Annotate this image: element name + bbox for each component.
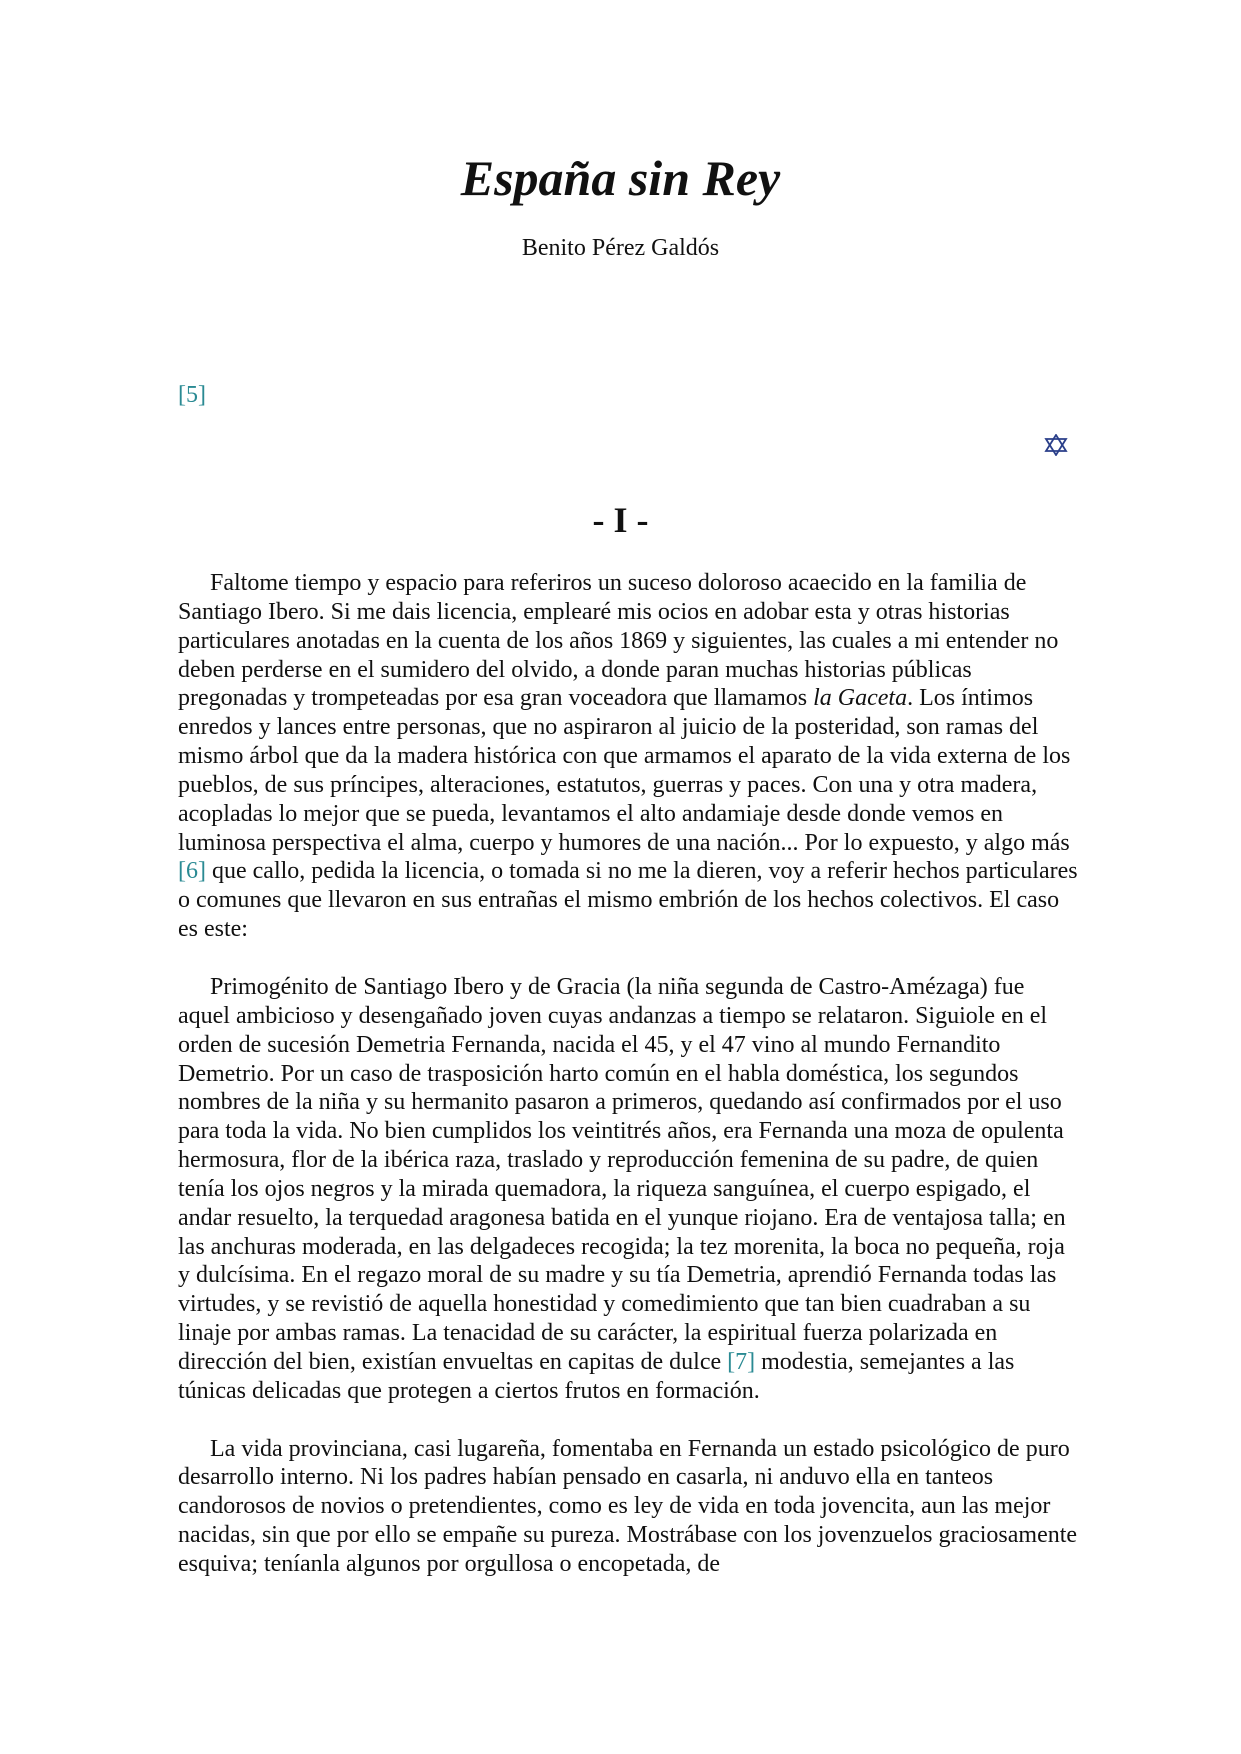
text-run: Faltome tiempo y espacio para referiros un suceso doloroso acaecido en la familia de Santiago Ibero. Si me dais licencia, emplearé mis ocios en adobar esta y otras historias particulares anotadas en la cuenta de los años 1869 y siguientes, las cuales a mi entender no deben perderse en el sumidero del olvido, a donde paran muchas historias públicas pregonadas y trompeteadas por esa gran voceadora que llamamos: [178, 570, 1059, 712]
text-run: . Los íntimos enredos y lances entre personas, que no aspiraron al juicio de la posteridad, son ramas del mismo árbol que da la madera histórica con que armamos el aparato de la vida externa de los pueblos, de sus príncipes, alteraciones, estatutos, guerras y paces. Con una y otra madera, acopladas lo mejor que se pueda, levantamos el alto andamiaje desde donde vemos en luminosa perspectiva el alma, cuerpo y humores de una nación... Por lo expuesto, y algo más: [178, 685, 1071, 856]
paragraph: [178, 1435, 1078, 1579]
italic-run: la Gaceta: [813, 685, 908, 712]
text-run: La vida provinciana, casi lugareña, fomentaba en Fernanda un estado psicológico de puro desarrollo interno. Ni los padres habían pensado en casarla, ni anduvo ella en tanteos candorosos de novios o pretendientes, como es ley de vida en toda jovencita, aun las mejor nacidas, sin que por ello se empañe su pureza. Mostrábase con los jovenzuelos graciosamente esquiva; teníanla algunos por orgullosa o encopetada, de: [178, 1435, 1078, 1577]
star-of-david-icon: [1044, 434, 1068, 456]
page-link-7[interactable]: [7]: [727, 1348, 756, 1375]
body-text: [178, 569, 1078, 1608]
page-marker-link[interactable]: [5]: [178, 382, 206, 408]
chapter-heading: - I -: [592, 500, 649, 540]
paragraph: [178, 973, 1078, 1406]
page-link-6[interactable]: [6]: [178, 858, 206, 885]
book-title: España sin Rey: [460, 150, 781, 206]
author-name: Benito Pérez Galdós: [521, 235, 720, 261]
text-run: modestia, semejantes a las túnicas delicadas que protegen a ciertos frutos en formación.: [178, 1348, 1015, 1404]
text-run: que callo, pedida la licencia, o tomada si no me la dieren, voy a referir hechos particulares o comunes que llevaron en sus entrañas el mismo embrión de los hechos colectivos. El caso es este:: [178, 858, 1078, 943]
text-run: Primogénito de Santiago Ibero y de Gracia (la niña segunda de Castro-Amézaga) fue aquel ambicioso y desengañado joven cuyas andanzas a tiempo se relataron. Siguiole en el orden de sucesión Demetria Fernanda, nacida el 45, y el 47 vino al mundo Fernandito Demetrio. Por un caso de trasposición harto común en el habla doméstica, los segundos nombres de la niña y su hermanito pasaron a primeros, quedando así confirmados por el uso para toda la vida. No bien cumplidos los veintitrés años, era Fernanda una moza de opulenta hermosura, flor de la ibérica raza, traslado y reproducción femenina de su padre, de quien tenía los ojos negros y la mirada quemadora, la riqueza sanguínea, el cuerpo espigado, el andar resuelto, la terquedad aragonesa batida en el yunque riojano. Era de ventajosa talla; en las anchuras moderada, en las delgadeces recogida; la tez morenita, la boca no pequeña, roja y dulcísima. En el regazo moral de su madre y su tía Demetria, aprendió Fernanda todas las virtudes, y se revistió de aquella honestidad y comedimiento que tan bien cuadraban a su linaje por ambas ramas. La tenacidad de su carácter, la espiritual fuerza polarizada en dirección del bien, existían envueltas en capitas de dulce: [178, 973, 1066, 1375]
paragraph: [178, 569, 1078, 944]
